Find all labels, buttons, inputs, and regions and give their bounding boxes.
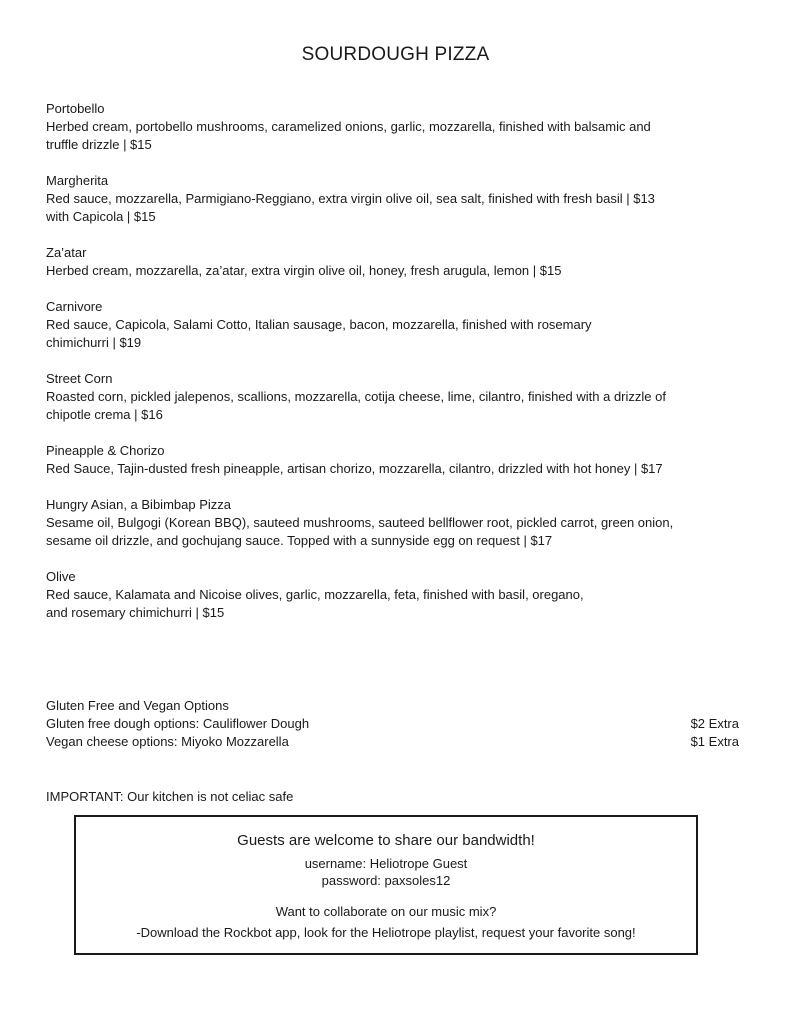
- menu-item: [46, 442, 746, 478]
- item-description-line: Herbed cream, mozzarella, za’atar, extra virgin olive oil, honey, fresh arugula, lemon | $15: [46, 263, 562, 278]
- item-name: Carnivore: [46, 299, 103, 314]
- music-instructions: -Download the Rockbot app, look for the Heliotrope playlist, request your favorite song!: [136, 925, 636, 940]
- item-description-line: Red sauce, Kalamata and Nicoise olives, garlic, mozzarella, feta, finished with basil, oregano,: [46, 587, 584, 602]
- menu-title: SOURDOUGH PIZZA: [301, 44, 490, 65]
- allergy-notice: IMPORTANT: Our kitchen is not celiac safe: [46, 789, 294, 804]
- item-description-line: with Capicola | $15: [46, 209, 156, 224]
- menu-item: [46, 370, 746, 424]
- item-name: Portobello: [46, 101, 105, 116]
- options-heading: Gluten Free and Vegan Options: [46, 698, 229, 713]
- option-label: Gluten free dough options: Cauliflower Dough: [46, 716, 310, 731]
- item-name: Olive: [46, 569, 76, 584]
- option-row: [46, 733, 739, 751]
- item-description-line: sesame oil drizzle, and gochujang sauce. Topped with a sunnyside egg on request | $17: [46, 533, 553, 548]
- menu-item: [46, 172, 746, 226]
- item-description-line: Red Sauce, Tajin-dusted fresh pineapple, artisan chorizo, mozzarella, cilantro, drizzled with hot honey | $17: [46, 461, 663, 476]
- item-name: Pineapple & Chorizo: [46, 443, 165, 458]
- item-name: Street Corn: [46, 371, 113, 386]
- menu-item: [46, 100, 746, 154]
- menu-item: [46, 244, 746, 280]
- item-description-line: chimichurri | $19: [46, 335, 142, 350]
- item-description-line: and rosemary chimichurri | $15: [46, 605, 225, 620]
- wifi-heading: Guests are welcome to share our bandwidth!: [237, 832, 535, 849]
- option-row: [46, 715, 739, 733]
- item-description-line: Herbed cream, portobello mushrooms, caramelized onions, garlic, mozzarella, finished with balsamic and: [46, 119, 651, 134]
- item-name: Za’atar: [46, 245, 87, 260]
- item-description-line: Red sauce, Capicola, Salami Cotto, Italian sausage, bacon, mozzarella, finished with rosemary: [46, 317, 592, 332]
- item-description-line: Roasted corn, pickled jalepenos, scallions, mozzarella, cotija cheese, lime, cilantro, finished with a drizzle of: [46, 389, 666, 404]
- option-price: $2 Extra: [690, 716, 739, 731]
- option-price: $1 Extra: [690, 734, 739, 749]
- wifi-username: username: Heliotrope Guest: [304, 856, 468, 871]
- wifi-info-box: [74, 815, 698, 955]
- wifi-password: password: paxsoles12: [321, 873, 451, 888]
- item-description-line: chipotle crema | $16: [46, 407, 163, 422]
- item-description-line: truffle drizzle | $15: [46, 137, 152, 152]
- menu-item: [46, 298, 746, 352]
- item-description-line: Sesame oil, Bulgogi (Korean BBQ), sauteed mushrooms, sauteed bellflower root, pickled carrot, green onion,: [46, 515, 674, 530]
- dietary-options: [46, 697, 739, 751]
- item-description-line: Red sauce, mozzarella, Parmigiano-Reggiano, extra virgin olive oil, sea salt, finished with fresh basil | $13: [46, 191, 655, 206]
- option-label: Vegan cheese options: Miyoko Mozzarella: [46, 734, 289, 749]
- spacer: [76, 889, 696, 903]
- item-name: Margherita: [46, 173, 109, 188]
- item-name: Hungry Asian, a Bibimbap Pizza: [46, 497, 231, 512]
- pizza-list: [46, 100, 746, 640]
- music-question: Want to collaborate on our music mix?: [275, 904, 497, 919]
- menu-item: [46, 496, 746, 550]
- menu-item: [46, 568, 746, 622]
